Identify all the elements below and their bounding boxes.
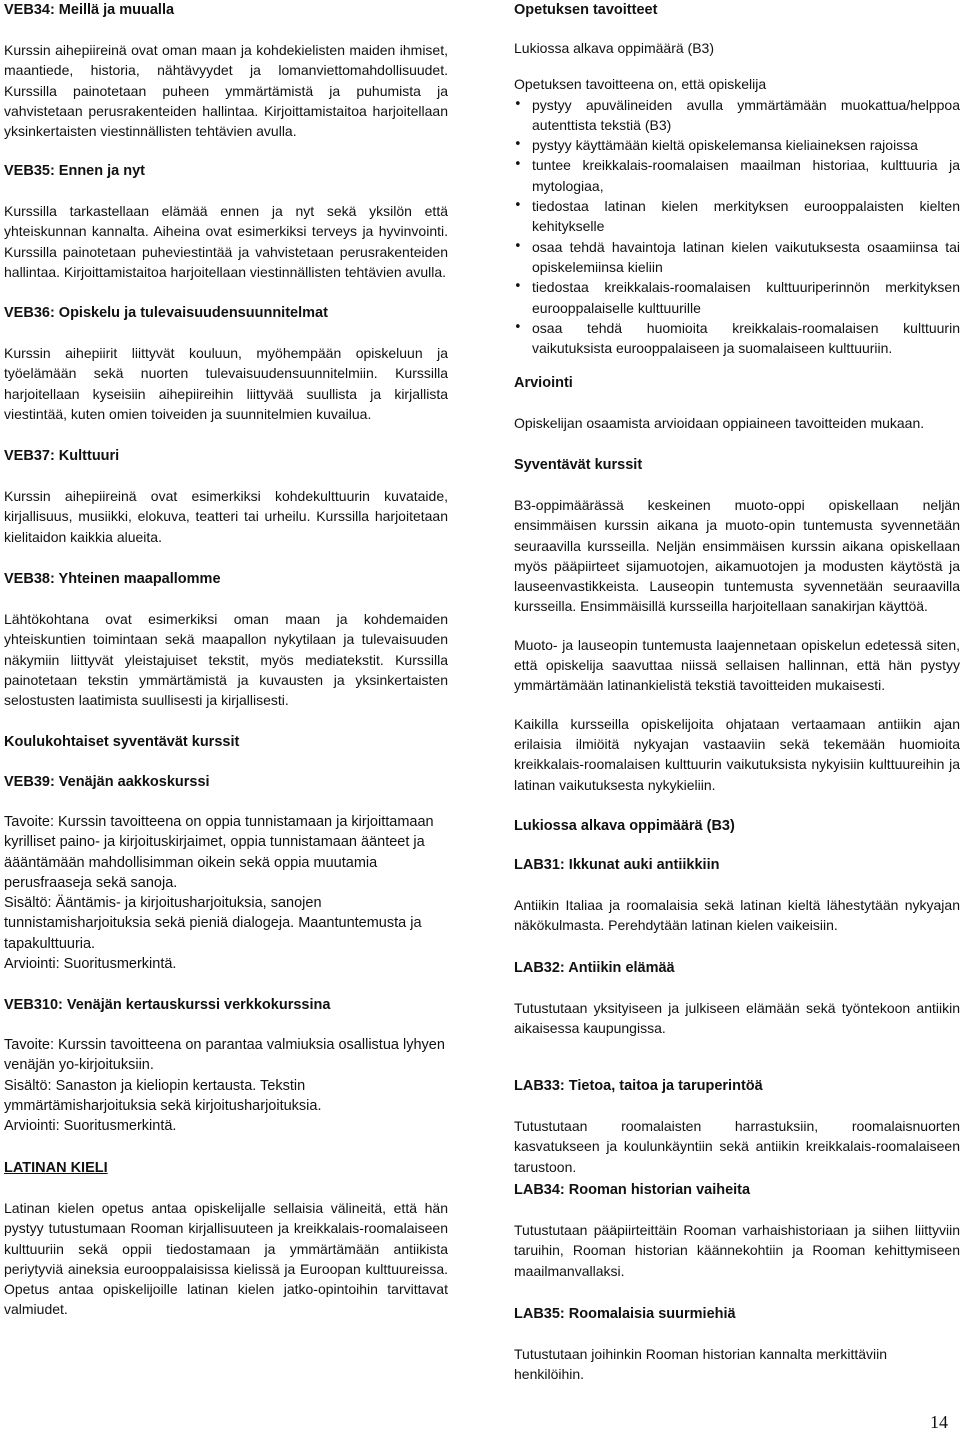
veb37-text: Kurssin aihepiireinä ovat esimerkiksi kohdekulttuurin kuvataide, kirjallisuus, musiikki, elokuva, teatteri tai urheilu. Kurssilla harjoitetaan kielitaidon kaikkia alueita. [4,488,448,545]
veb38-section [4,571,448,710]
assessment-section [514,375,960,433]
veb310-content: Sisältö: Sanaston ja kieliopin kertausta. Tekstin ymmärtämisharjoituksia sekä kirjoitusharjoituksia. [4,1077,322,1114]
assessment-heading: Arviointi [514,375,573,391]
advanced-p2: Muoto- ja lauseopin tuntemusta laajennetaan opiskelun edetessä siten, että opiskelija saavuttaa niissä sellaisen hallinnan, että hän pystyy ymmärtämään latinankielistä tekstiä tavoitteiden mukaisesti. [514,636,960,694]
advanced-heading: Syventävät kurssit [514,457,643,473]
goal-item: • tiedostaa latinan kielen merkityksen eurooppalaisten kielten kehitykselle [514,196,960,237]
goals-intro: Opetuksen tavoitteena on, että opiskelija [514,76,767,93]
goal-item: • osaa tehdä havaintoja latinan kielen vaikutuksesta osaamiinsa tai opiskelemiinsa kieliin [514,237,960,278]
syllabus2-wrap [514,818,960,834]
veb38-heading: VEB38: Yhteinen maapallomme [4,571,221,587]
advanced-p1: B3-oppimäärässä keskeinen muoto-oppi opiskellaan neljän ensimmäisen kurssin aikana ja muoto-opin tuntemusta syvennetään seuraavilla kursseilla. Neljän ensimmäisen kurssin aikana opiskellaan myös pääpiirteet sijamuotojen, aikamuotojen ja modusten käytöstä ja lauseenvastikkeista. Lauseopin tuntemusta syvennetään seuraavilla kursseilla. Ensimmäisillä kursseilla harjoitellaan sanakirjan käyttöä. [514,497,960,615]
veb39-heading: VEB39: Venäjän aakkoskurssi [4,774,210,790]
veb310-goal: Tavoite: Kurssin tavoitteena on parantaa valmiuksia osallistua lyhyen venäjän yo-kirjoituksiin. [4,1037,445,1074]
syllabus2-heading: Lukiossa alkava oppimäärä (B3) [514,818,735,834]
goal-item: • tuntee kreikkalais-roomalaisen maailman historiaa, kulttuuria ja mytologiaa, [514,155,960,196]
veb34-section [4,2,448,141]
lab32-section [514,960,960,1039]
lab34-heading: LAB34: Rooman historian vaiheita [514,1182,751,1198]
lab35-heading: LAB35: Roomalaisia suurmiehiä [514,1306,736,1322]
veb38-text: Lähtökohtana ovat esimerkiksi oman maan ja kohdemaiden yhteiskuntien toimintaan sekä maapallon nykytilaan ja tulevaisuuden näkymiin liittyvät yleistajuiset tekstit, myös mediatekstit. Kurssilla painotetaan tekstin ymmärtämistä ja kuvausten ja yksinkertaisten selostusten laatimista suullisesti ja kirjallisesti. [4,611,448,709]
latin-heading: LATINAN KIELI [4,1160,108,1176]
goal-item: • pystyy apuvälineiden avulla ymmärtämään muokattua/helppoa autenttista tekstiä (B3) [514,95,960,136]
veb35-heading: VEB35: Ennen ja nyt [4,163,146,179]
advanced-p3: Kaikilla kursseilla opiskelijoita ohjataan vertaamaan antiikin ajan erilaisia ilmiöitä nykyajan vastaaviin sekä tekemään huomioita kreikkalais-roomalaisen kulttuurin vaikutuksista nykyisiin kulttuureihin ja latinan vaikutuksesta nykykieliin. [514,715,960,793]
veb34-text: Kurssin aihepiireinä ovat oman maan ja kohdekielisten maiden ihmiset, maantiede, historia, nähtävyydet ja lomanviettomahdollisuudet. Kurssilla painotetaan puheen ymmärtämistä ja puhumista ja vahvistetaan perusrakenteiden hallintaa. Kirjoittamistaitoa harjoitellaan yksinkertaisten viestinnällisten tehtävien avulla. [4,42,448,140]
veb310-section [4,997,448,1136]
veb34-heading: VEB34: Meillä ja muualla [4,2,175,18]
lab31-section [514,857,960,936]
lab31-heading: LAB31: Ikkunat auki antiikkiin [514,857,720,873]
veb39-goal: Tavoite: Kurssin tavoitteena on oppia tunnistamaan ja kirjoittamaan kyrilliset paino- ja kirjoituskirjaimet, oppia tunnistamaan äänteet ja äääntämään mahdollisimman oikein sekä oppia muutamia perusfraaseja sekä sanoja. [4,814,434,891]
lab32-heading: LAB32: Antiikin elämää [514,960,675,976]
advanced-section [514,457,960,795]
veb37-section [4,448,448,547]
goals-section [514,2,960,358]
veb35-section [4,163,448,282]
lab34-text: Tutustutaan pääpiirteittäin Rooman varhaishistoriaan ja siihen liittyviin taruihin, Rooman historian käännekohtiin ja Rooman kehittymiseen maailmanvallaksi. [514,1222,960,1279]
goal-item: • pystyy käyttämään kieltä opiskelemansa kieliaineksen rajoissa [514,135,960,155]
latin-section [4,1160,448,1320]
goals-list [514,95,960,359]
lab33-heading: LAB33: Tietoa, taitoa ja taruperintöä [514,1078,763,1094]
veb36-text: Kurssin aihepiirit liittyvät kouluun, myöhempään opiskeluun ja työelämään sekä nuorten tulevaisuudensuunnitelmiin. Kurssilla harjoitellaan kyseisiin aihepiireihin liittyvää suullista ja kirjallista viestintää, kuten omien toiveiden ja suunnitelmien kuvailua. [4,345,448,422]
veb39-assessment: Arviointi: Suoritusmerkintä. [4,956,177,973]
school-courses-heading-wrap [4,734,448,750]
lab33-section [514,1078,960,1177]
goal-item: • tiedostaa kreikkalais-roomalaisen kulttuuriperinnön merkityksen eurooppalaiselle kulttuurille [514,277,960,318]
veb37-heading: VEB37: Kulttuuri [4,448,120,464]
veb310-assessment: Arviointi: Suoritusmerkintä. [4,1118,177,1135]
syllabus-label: Lukiossa alkava oppimäärä (B3) [514,40,714,56]
goals-heading: Opetuksen tavoitteet [514,2,658,18]
latin-text: Latinan kielen opetus antaa opiskelijalle sellaisia välineitä, että hän pystyy tutustumaan Rooman kirjallisuuteen ja kreikkalais-roomalaiseen kulttuuriin sekä oppii tiedostamaan ja ymmärtämään antiikista periytyviä aineksia eurooppalaisissa kielissä ja Euroopan kulttuureissa. Opetus antaa opiskelijoille latinan kielen jatko-opintoihin tarvittavat valmiudet. [4,1200,448,1318]
veb39-content: Sisältö: Ääntämis- ja kirjoitusharjoituksia, sanojen tunnistamisharjoituksia sekä pieniä dialogeja. Maantuntemusta ja tapakulttuuria. [4,895,422,952]
assessment-text: Opiskelijan osaamista arvioidaan oppiaineen tavoitteiden mukaan. [514,415,925,431]
veb35-text: Kurssilla tarkastellaan elämää ennen ja nyt sekä yksilön että yhteiskunnan kannalta. Aiheina ovat esimerkiksi terveys ja hyvinvointi. Kurssilla painotetaan puheviestintää ja vahvistetaan perusrakenteiden hallintaa. Kirjoittamistaitoa harjoitellaan viestinnällisten tehtävien avulla. [4,203,448,280]
veb36-section [4,305,448,424]
lab34-section [514,1182,960,1281]
school-courses-heading: Koulukohtaiset syventävät kurssit [4,734,240,750]
lab32-text: Tutustutaan yksityiseen ja julkiseen elämään sekä työntekoon antiikin aikaisessa kaupungissa. [514,1000,960,1037]
veb39-section [4,774,448,974]
lab35-section [514,1306,960,1385]
veb310-heading: VEB310: Venäjän kertauskurssi verkkokurssina [4,997,331,1013]
page-number: 14 [930,1412,948,1432]
lab35-text: Tutustutaan joihinkin Rooman historian kannalta merkittäviin henkilöihin. [514,1346,888,1383]
goal-item: • osaa tehdä huomioita kreikkalais-roomalaisen kulttuurin vaikutuksista eurooppalaiseen ja suomalaiseen kulttuuriin. [514,318,960,359]
lab31-text: Antiikin Italiaa ja roomalaisia sekä latinan kieltä lähestytään nykyajan näkökulmasta. Perehdytään latinan kielen vaikeisiin. [514,897,960,934]
veb36-heading: VEB36: Opiskelu ja tulevaisuudensuunnitelmat [4,305,328,321]
lab33-text: Tutustutaan roomalaisten harrastuksiin, roomalaisnuorten kasvatukseen ja koulunkäyntiin sekä antiikin kreikkalais-roomalaiseen tarustoon. [514,1118,960,1175]
